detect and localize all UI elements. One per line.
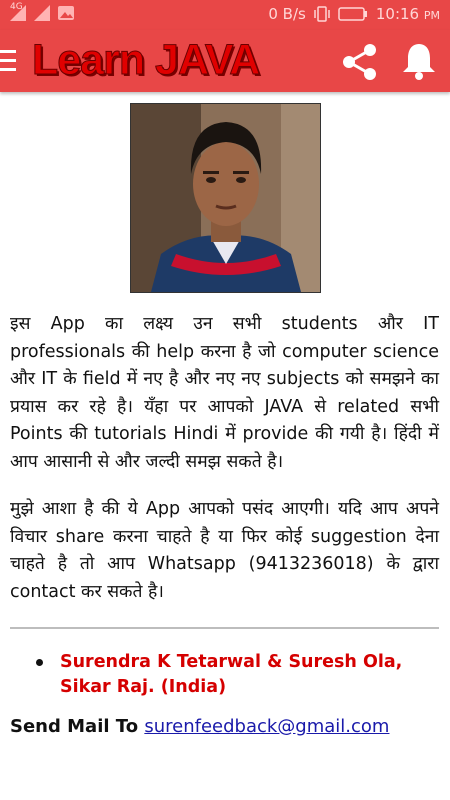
clock-time: 10:16 [375,5,420,23]
mail-label: Send Mail To [10,716,139,737]
contact-paragraph: मुझे आशा है की ये App आपको पसंद आएगी। यदि आप अपने विचार share करना चाहते है या फिर कोई suggestion देना चाहते है तो आप Whatsapp (9413236018) के द्वारा contact कर सकते है। [10,499,439,602]
bullet-dot [36,659,43,666]
portrait-illustration [131,104,320,292]
signal-icon-2 [32,4,52,22]
battery-icon [338,6,368,22]
clock-ampm: PM [423,9,440,22]
network-type: 4G [10,2,23,12]
data-speed: 0 B/s [268,5,306,23]
intro-paragraph: इस App का लक्ष्य उन सभी students और IT professionals की help करना है जो computer science और IT के field में नए है और नए नए subjects को समझने का प्रयास कर रहे है। यँहा पर आपको JAVA से related सभी Points की tutorials Hindi में provide की गयी है। हिंदी में आप आसानी से और जल्दी समझ सकते है। [10,314,439,472]
share-icon[interactable] [340,42,380,82]
author-credit: Surendra K Tetarwal & Suresh Ola, Sikar Raj. (India) [60,652,403,697]
clock [376,5,440,23]
divider [10,627,439,629]
bell-icon[interactable] [400,41,438,81]
status-bar [0,0,450,30]
vibrate-icon [314,5,330,23]
signal-icon [8,4,28,22]
app-title: Learn JAVA [32,36,260,84]
status-right [268,5,440,23]
status-left [8,4,76,22]
menu-icon[interactable] [0,50,16,72]
mail-row [10,716,389,737]
author-photo [130,103,321,293]
mail-link[interactable]: surenfeedback@gmail.com [144,716,390,737]
image-notification-icon [56,4,76,22]
app-bar [0,30,450,92]
